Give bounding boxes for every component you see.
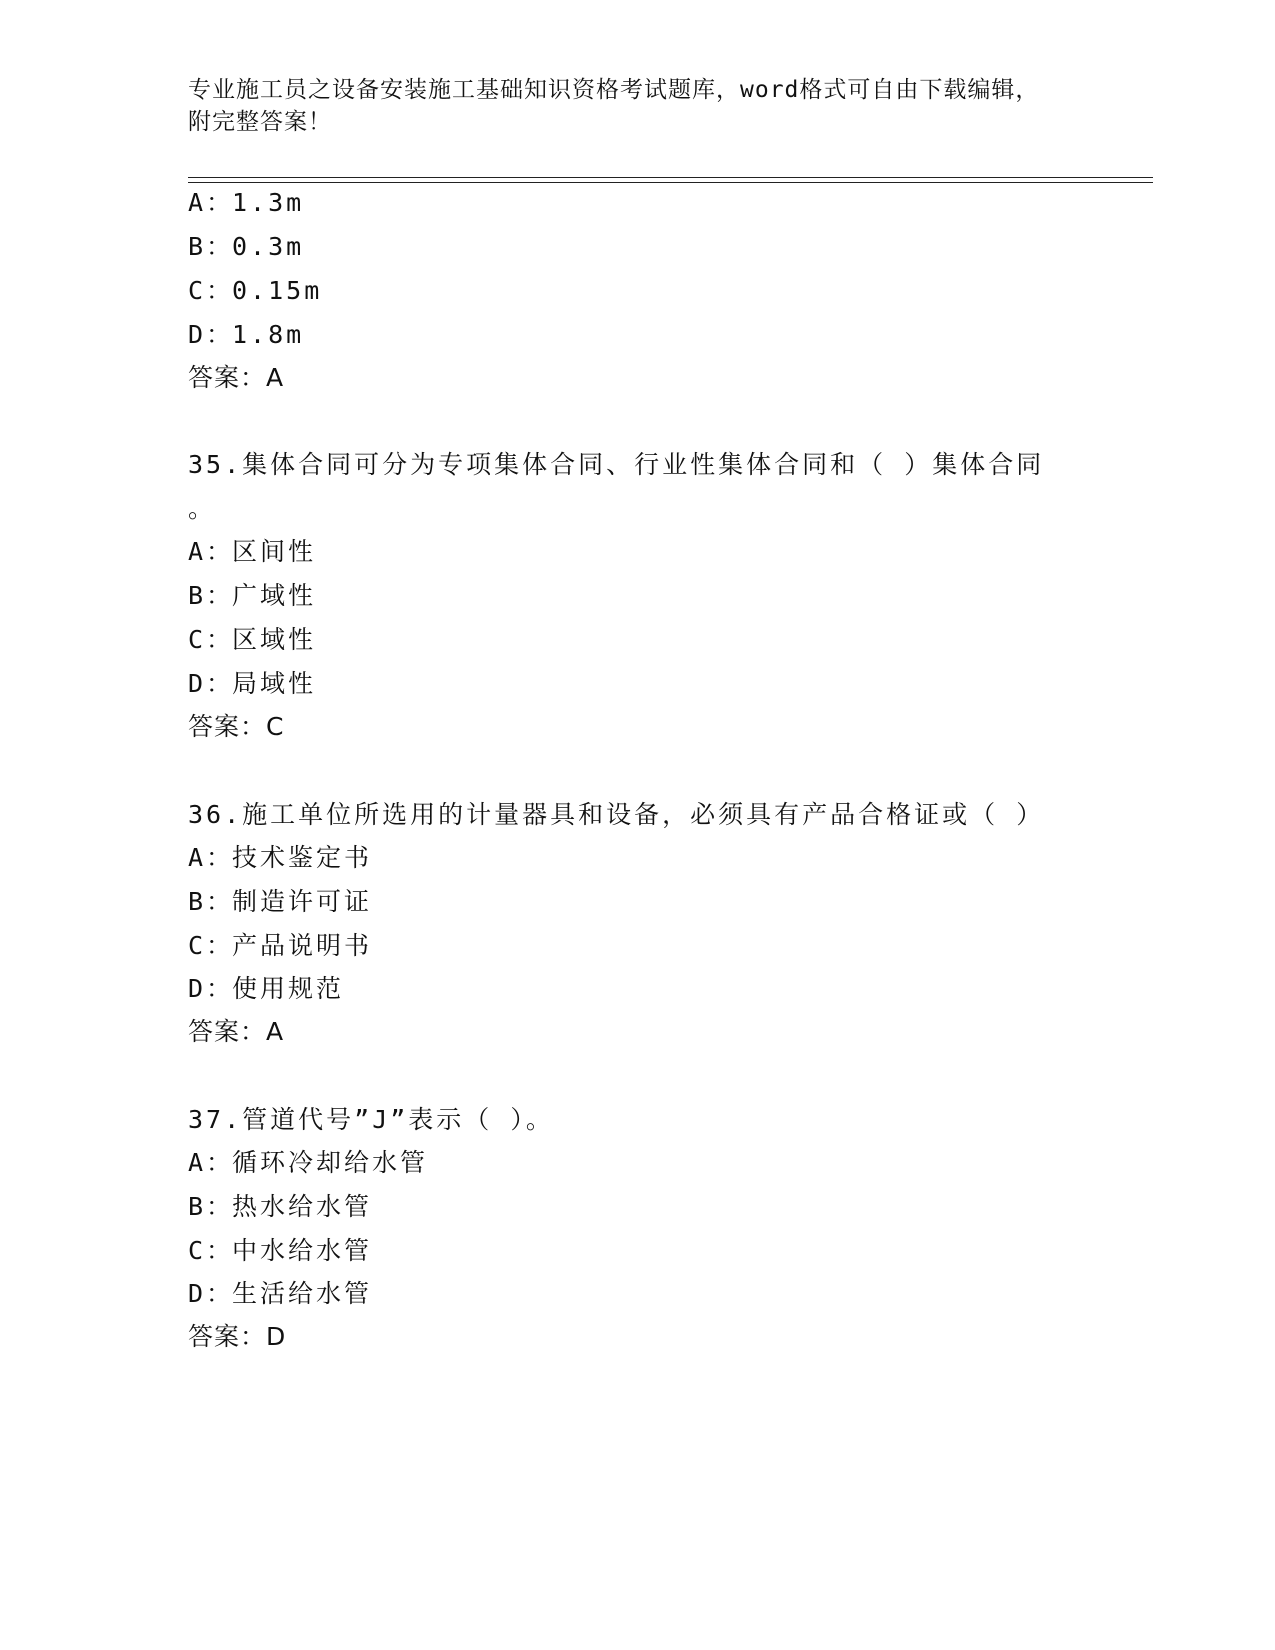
option-label: C： [188, 276, 235, 305]
option-text: 使用规范 [232, 974, 345, 1003]
q35-option-b [188, 581, 316, 611]
option-label: D： [188, 320, 235, 349]
q35-answer: 答案：C [188, 712, 285, 741]
option-label: C： [188, 1236, 235, 1265]
q34-option-a [188, 188, 304, 218]
option-label: D： [188, 669, 235, 698]
option-text: 中水给水管 [232, 1236, 373, 1265]
option-text: 广域性 [232, 581, 317, 610]
option-text: 循环冷却给水管 [232, 1148, 429, 1177]
option-label: B： [188, 581, 235, 610]
option-text: 热水给水管 [232, 1192, 373, 1221]
document-header [188, 74, 1088, 138]
header-line-1: 专业施工员之设备安装施工基础知识资格考试题库，word格式可自由下载编辑， [188, 77, 1040, 103]
q35-option-d [188, 669, 316, 699]
option-text: 0.3m [232, 232, 305, 261]
q36-option-d [188, 974, 344, 1004]
option-label: A： [188, 1148, 235, 1177]
q36-option-a [188, 843, 372, 873]
option-text: 产品说明书 [232, 931, 373, 960]
q37-option-a [188, 1148, 428, 1178]
q35-option-c [188, 625, 316, 655]
q34-option-b [188, 232, 304, 262]
q37-answer: 答案：D [188, 1322, 287, 1351]
option-label: C： [188, 625, 235, 654]
header-divider-bottom [188, 182, 1153, 183]
q36-answer: 答案：A [188, 1017, 285, 1046]
q34-answer: 答案：A [188, 363, 285, 392]
option-label: B： [188, 1192, 235, 1221]
q37-option-b [188, 1192, 372, 1222]
option-label: B： [188, 232, 235, 261]
option-label: D： [188, 1279, 235, 1308]
q37-option-c [188, 1236, 372, 1266]
q35-option-a [188, 537, 316, 567]
header-divider-top [188, 177, 1153, 178]
option-text: 生活给水管 [232, 1279, 373, 1308]
q34-option-c [188, 276, 322, 306]
q36-option-c [188, 931, 372, 961]
header-line-2: 附完整答案！ [188, 109, 332, 135]
q37-option-d [188, 1279, 372, 1309]
q37-stem-line-1: 37.管道代号”J”表示（ ）。 [188, 1105, 554, 1134]
q35-stem-line-2: 。 [188, 494, 217, 523]
option-text: 区域性 [232, 625, 317, 654]
q35-stem-line-1: 35.集体合同可分为专项集体合同、行业性集体合同和（ ）集体合同 [188, 450, 1045, 479]
option-text: 1.3m [232, 188, 305, 217]
option-text: 制造许可证 [232, 887, 373, 916]
option-text: 1.8m [232, 320, 305, 349]
option-label: B： [188, 887, 235, 916]
option-text: 区间性 [232, 537, 317, 566]
option-text: 局域性 [232, 669, 317, 698]
option-text: 技术鉴定书 [232, 843, 373, 872]
option-label: A： [188, 843, 235, 872]
q34-option-d [188, 320, 304, 350]
option-label: A： [188, 188, 235, 217]
option-text: 0.15m [232, 276, 323, 305]
option-label: D： [188, 974, 235, 1003]
option-label: A： [188, 537, 235, 566]
q36-stem-line-1: 36.施工单位所选用的计量器具和设备，必须具有产品合格证或（ ） [188, 800, 1045, 829]
q36-option-b [188, 887, 372, 917]
option-label: C： [188, 931, 235, 960]
